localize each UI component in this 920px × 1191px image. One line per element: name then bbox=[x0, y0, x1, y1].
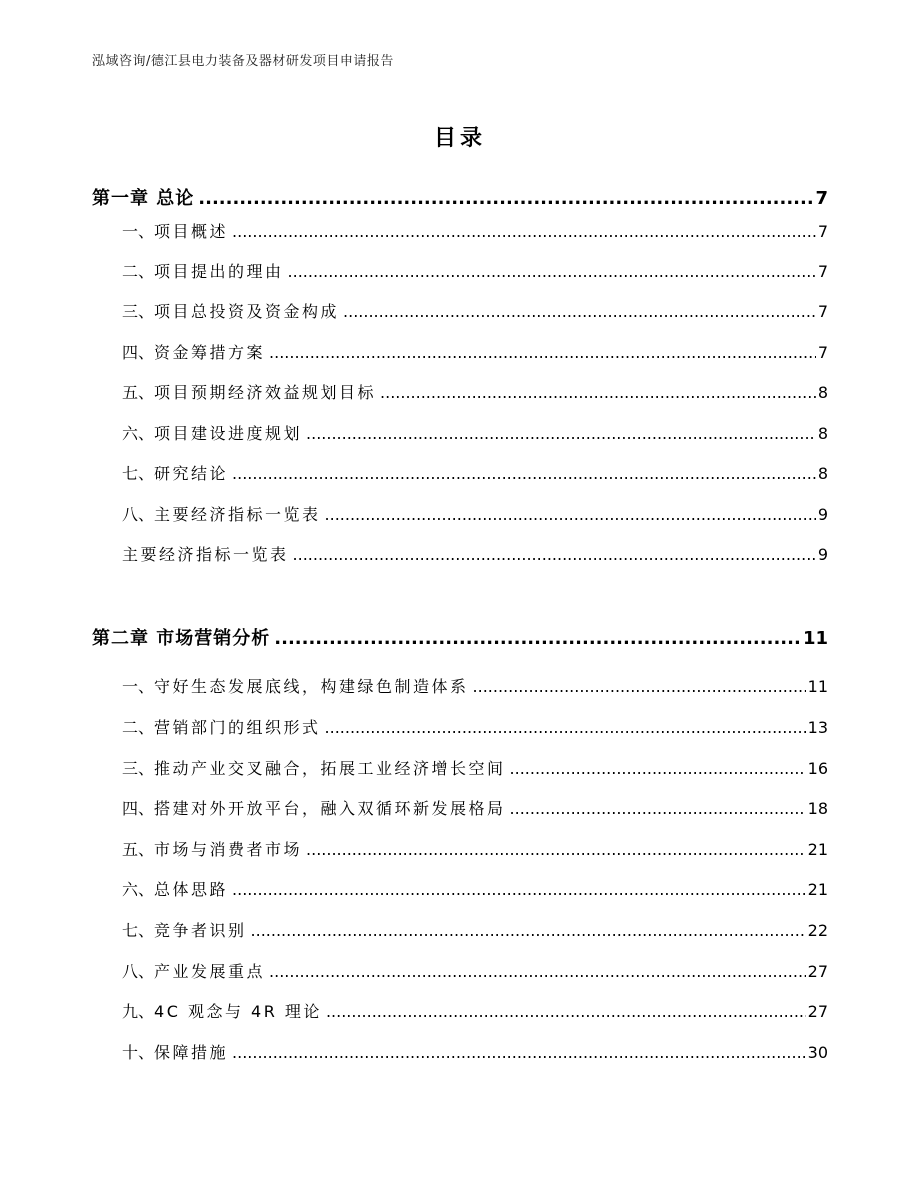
toc-entry-number: 六、 bbox=[122, 424, 155, 443]
toc-entry-label: 产业发展重点 bbox=[154, 962, 266, 981]
toc-page-number: 9 bbox=[817, 505, 828, 524]
dot-leader bbox=[232, 464, 816, 483]
toc-entry-label: 搭建对外开放平台，融入双循环新发展格局 bbox=[154, 799, 506, 818]
toc-page-number: 9 bbox=[817, 545, 828, 564]
running-header: 泓域咨询/德江县电力装备及器材研发项目申请报告 bbox=[92, 54, 394, 69]
dot-leader bbox=[325, 505, 816, 524]
toc-entry-label: 守好生态发展底线，构建绿色制造体系 bbox=[154, 677, 469, 696]
toc-entry[interactable] bbox=[122, 918, 828, 941]
toc-entry[interactable] bbox=[122, 219, 828, 242]
dot-leader bbox=[510, 799, 806, 818]
toc-page-number: 13 bbox=[807, 718, 828, 737]
toc-entry-number: 十、 bbox=[122, 1043, 155, 1062]
toc-entry[interactable] bbox=[122, 1040, 828, 1063]
toc-page-number: 30 bbox=[807, 1043, 828, 1062]
toc-entry[interactable] bbox=[122, 259, 828, 282]
toc-entry-number: 九、 bbox=[122, 1002, 155, 1021]
toc-entry-number: 七、 bbox=[122, 921, 155, 940]
dot-leader bbox=[326, 1002, 806, 1021]
toc-entry-label: 主要经济指标一览表 bbox=[154, 505, 321, 524]
toc-entry[interactable] bbox=[122, 421, 828, 444]
toc-entry[interactable] bbox=[122, 299, 828, 322]
toc-page-number: 8 bbox=[817, 464, 828, 483]
toc-entry-label: 主要经济指标一览表 bbox=[122, 545, 289, 564]
toc-entry[interactable] bbox=[122, 877, 828, 900]
toc-entry-number: 四、 bbox=[122, 343, 155, 362]
toc-entry[interactable] bbox=[122, 674, 828, 697]
dot-leader bbox=[343, 302, 816, 321]
toc-entry-label: 4C 观念与 4R 理论 bbox=[154, 1002, 322, 1021]
dot-leader bbox=[198, 188, 813, 209]
dot-leader bbox=[232, 1043, 806, 1062]
toc-entry-number: 五、 bbox=[122, 840, 155, 859]
dot-leader bbox=[293, 545, 816, 564]
toc-page-number: 7 bbox=[817, 302, 828, 321]
dot-leader bbox=[510, 759, 806, 778]
toc-entry-number: 七、 bbox=[122, 464, 155, 483]
toc-entry-number: 二、 bbox=[122, 718, 155, 737]
dot-leader bbox=[274, 628, 801, 649]
dot-leader bbox=[380, 383, 816, 402]
toc-entry[interactable] bbox=[122, 461, 828, 484]
toc-entry[interactable] bbox=[122, 542, 828, 565]
toc-entry-number: 五、 bbox=[122, 383, 155, 402]
toc-entry-number: 八、 bbox=[122, 962, 155, 981]
toc-entry-label: 保障措施 bbox=[154, 1043, 229, 1062]
toc-entry-label: 营销部门的组织形式 bbox=[154, 718, 321, 737]
dot-leader bbox=[306, 840, 806, 859]
dot-leader bbox=[306, 424, 816, 443]
toc-page-number: 11 bbox=[802, 628, 828, 649]
toc-entry-label: 项目总投资及资金构成 bbox=[154, 302, 340, 321]
toc-entry-label: 竞争者识别 bbox=[154, 921, 247, 940]
toc-chapter-1[interactable] bbox=[92, 184, 828, 210]
toc-entry-number: 三、 bbox=[122, 302, 155, 321]
toc-entry[interactable] bbox=[122, 715, 828, 738]
toc-entry-label: 项目建设进度规划 bbox=[154, 424, 303, 443]
toc-page-number: 16 bbox=[807, 759, 828, 778]
toc-page-number: 7 bbox=[815, 188, 828, 209]
toc-chapter-label: 第二章 市场营销分析 bbox=[92, 628, 271, 649]
toc-page-number: 21 bbox=[807, 880, 828, 899]
toc-entry[interactable] bbox=[122, 502, 828, 525]
toc-entry[interactable] bbox=[122, 796, 828, 819]
toc-entry-label: 市场与消费者市场 bbox=[154, 840, 303, 859]
toc-entry[interactable] bbox=[122, 340, 828, 363]
toc-entry-number: 六、 bbox=[122, 880, 155, 899]
toc-page-number: 7 bbox=[817, 343, 828, 362]
dot-leader bbox=[251, 921, 806, 940]
toc-entry-number: 四、 bbox=[122, 799, 155, 818]
toc-page-number: 11 bbox=[807, 677, 828, 696]
toc-page-number: 18 bbox=[807, 799, 828, 818]
toc-entry[interactable] bbox=[122, 380, 828, 403]
dot-leader bbox=[269, 343, 816, 362]
toc-page-number: 7 bbox=[817, 262, 828, 281]
toc-entry-label: 总体思路 bbox=[154, 880, 229, 899]
dot-leader bbox=[473, 677, 806, 696]
toc-chapter-2[interactable] bbox=[92, 624, 828, 650]
toc-entry-number: 一、 bbox=[122, 222, 155, 241]
toc-entry-label: 项目概述 bbox=[154, 222, 229, 241]
toc-page-number: 8 bbox=[817, 383, 828, 402]
toc-entry-label: 资金筹措方案 bbox=[154, 343, 266, 362]
dot-leader bbox=[325, 718, 806, 737]
toc-title: 目录 bbox=[433, 126, 486, 151]
toc-entry-label: 研究结论 bbox=[154, 464, 229, 483]
toc-page-number: 22 bbox=[807, 921, 828, 940]
toc-entry[interactable] bbox=[122, 837, 828, 860]
dot-leader bbox=[232, 222, 816, 241]
toc-page-number: 27 bbox=[807, 1002, 828, 1021]
dot-leader bbox=[288, 262, 816, 281]
dot-leader bbox=[269, 962, 806, 981]
toc-page-number: 7 bbox=[817, 222, 828, 241]
toc-entry[interactable] bbox=[122, 999, 828, 1022]
toc-entry-number: 一、 bbox=[122, 677, 155, 696]
toc-chapter-label: 第一章 总论 bbox=[92, 188, 195, 209]
toc-entry[interactable] bbox=[122, 756, 828, 779]
dot-leader bbox=[232, 880, 806, 899]
toc-entry-label: 推动产业交叉融合，拓展工业经济增长空间 bbox=[154, 759, 506, 778]
toc-entry-label: 项目提出的理由 bbox=[154, 262, 284, 281]
toc-entry-label: 项目预期经济效益规划目标 bbox=[154, 383, 377, 402]
toc-page-number: 8 bbox=[817, 424, 828, 443]
toc-page-number: 21 bbox=[807, 840, 828, 859]
toc-entry-number: 二、 bbox=[122, 262, 155, 281]
toc-entry-number: 八、 bbox=[122, 505, 155, 524]
toc-entry-number: 三、 bbox=[122, 759, 155, 778]
toc-page-number: 27 bbox=[807, 962, 828, 981]
toc-entry[interactable] bbox=[122, 959, 828, 982]
